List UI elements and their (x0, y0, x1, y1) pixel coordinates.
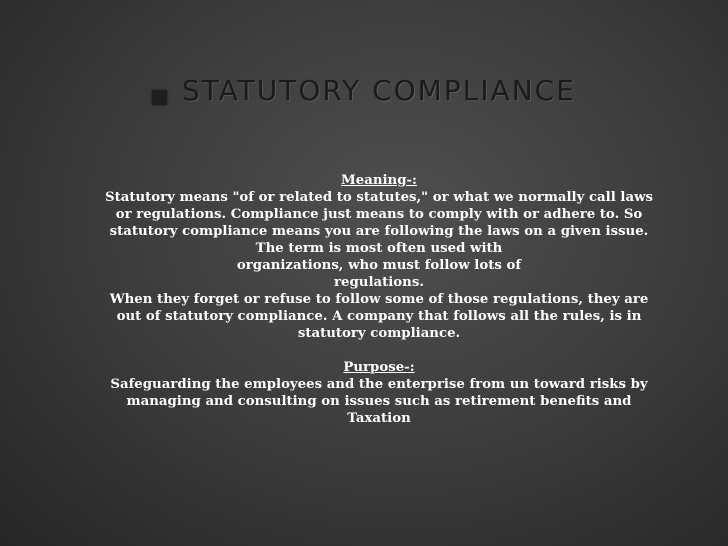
title-marker-square (152, 90, 167, 105)
meaning-paragraph-noncompliance: When they forget or refuse to follow some of those regulations, they are out of statutory compliance. A company that follows all the rules, is in statutory compliance. (109, 292, 649, 341)
meaning-paragraph-usage: The term is most often used with organizations, who must follow lots of regulations. (236, 241, 522, 290)
meaning-paragraph-definition: Statutory means "of or related to statutes," or what we normally call laws or regulations. Compliance just means to comply with or adhere to. So statutory compliance means you are following the laws on a given issue. (104, 190, 654, 239)
slide-title: STATUTORY COMPLIANCE (182, 74, 576, 107)
section-spacer (98, 342, 660, 359)
purpose-heading: Purpose-: (343, 360, 415, 375)
slide-body (98, 172, 660, 427)
purpose-paragraph: Safeguarding the employees and the enterprise from un toward risks by managing and consulting on issues such as retirement benefits and Taxation (110, 377, 648, 426)
meaning-heading: Meaning-: (341, 173, 417, 188)
